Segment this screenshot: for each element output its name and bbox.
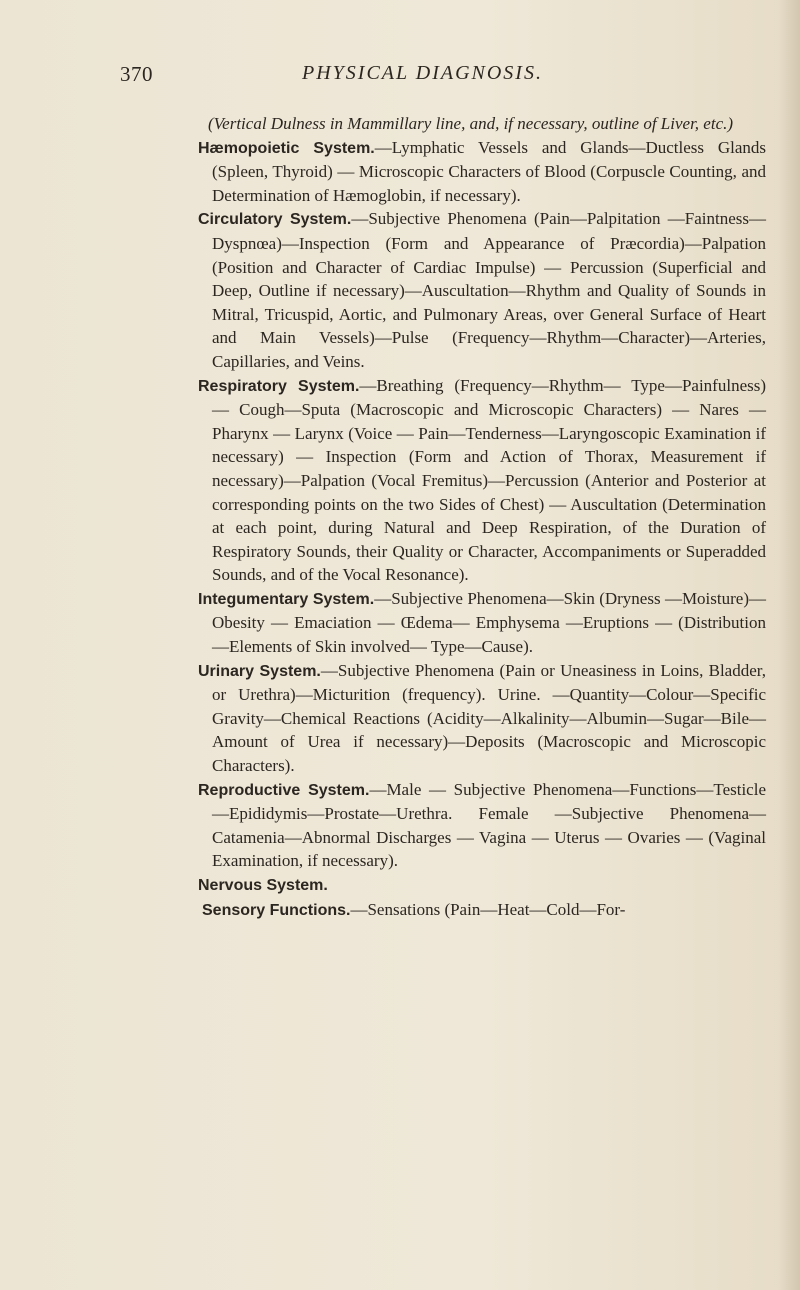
nervous-term: Nervous System. — [198, 877, 328, 894]
urinary-paragraph — [198, 659, 766, 778]
sensory-text: —Sensations (Pain—Heat—Cold—For- — [350, 899, 626, 919]
haemopoietic-paragraph — [198, 136, 766, 208]
integumentary-text: —Subjective Phenomena—Skin (Dryness —Moisture)—Obesity — Emaciation — Œdema— Emphysema —Eruptions — (Distribution—Elements of Skin involved— Type—Cause). — [212, 588, 766, 657]
circulatory-text: —Subjective Phenomena (Pain—Palpitation —Faintness—Dyspnœa)—Inspection (Form and Appearance of Præcordia)—Palpation (Position and Character of Cardiac Impulse) — Percussion (Superficial and Deep, Outline if necessary)—Auscultation—Rhythm and Quality of Sounds in Mitral, Tricuspid, Aortic, and Pulmonary Areas, over General Surface of Heart and Main Vessels)—Pulse (Frequency—Rhythm—Character)—Arteries, Capillaries, and Veins. — [212, 209, 766, 371]
haemopoietic-term: Hæmopoietic System. — [198, 139, 375, 157]
page-body — [198, 112, 766, 922]
integumentary-term: Integumentary System. — [198, 590, 375, 608]
page-number: 370 — [120, 62, 153, 86]
circulatory-paragraph — [198, 207, 766, 373]
reproductive-term: Reproductive System. — [198, 781, 370, 799]
nervous-paragraph — [198, 873, 766, 898]
urinary-text: —Subjective Phenomena (Pain or Uneasiness in Loins, Bladder, or Urethra)—Micturition (frequency). Urine. —Quantity—Colour—Specific Gravity—Chemical Reactions (Acidity—Alkalinity—Albumin—Sugar—Bile—Amount of Urea if necessary)—Deposits (Macroscopic and Microscopic Characters). — [212, 660, 766, 776]
urinary-term: Urinary System. — [198, 662, 321, 680]
respiratory-term: Respiratory System. — [198, 377, 360, 395]
reproductive-text: —Male — Subjective Phenomena—Functions—Testicle—Epididymis—Prostate—Urethra. Female —Subjective Phenomena—Catamenia—Abnormal Discharges — Vagina — Uterus — Ovaries — (Vaginal Examination, if necessary). — [212, 779, 766, 871]
circulatory-term: Circulatory System. — [198, 211, 352, 229]
intro-paragraph: (Vertical Dulness in Mammillary line, and, if necessary, outline of Liver, etc.) — [208, 114, 734, 133]
page-header — [120, 62, 760, 92]
respiratory-text: —Breathing (Frequency—Rhythm— Type—Painfulness) — Cough—Sputa (Macroscopic and Microscopic Characters) — Nares — Pharynx — Larynx (Voice — Pain—Tenderness—Laryngoscopic Examination if necessary) — Inspection (Form and Action of Thorax, Measurement if necessary)—Palpation (Vocal Fremitus)—Percussion (Anterior and Posterior at corresponding points on the two Sides of Chest) — Auscultation (Determination at each point, during Natural and Deep Respiration, of the Duration of Respiratory Sounds, their Quality or Character, Accompaniments or Superadded Sounds, and of the Vocal Resonance). — [212, 375, 767, 585]
sensory-term: Sensory Functions. — [202, 901, 351, 919]
integumentary-paragraph — [198, 587, 766, 659]
running-head: PHYSICAL DIAGNOSIS. — [302, 62, 543, 84]
page-edge-shadow — [778, 0, 800, 1290]
haemopoietic-text: —Lymphatic Vessels and Glands—Ductless Glands (Spleen, Thyroid) — Microscopic Characters of Blood (Corpuscle Counting, and Determination of Hæmoglobin, if necessary). — [212, 137, 766, 205]
sensory-paragraph — [198, 898, 766, 923]
respiratory-paragraph — [198, 374, 766, 587]
reproductive-paragraph — [198, 778, 766, 873]
